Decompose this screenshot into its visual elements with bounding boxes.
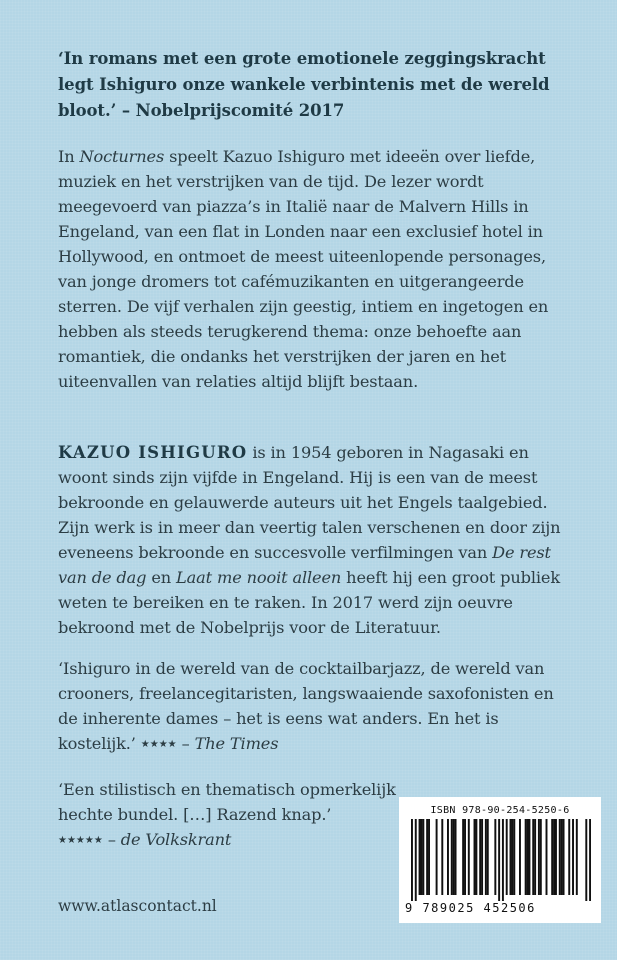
barcode-bar	[540, 819, 542, 895]
barcode-bar	[498, 819, 500, 901]
bio-part3: heeft hij een groot publiek weten te bereiken en te raken. In 2017 werd zijn oeuvre bekroond met de Nobelprijs voor de Literatuur.	[58, 568, 560, 637]
barcode-bar	[519, 819, 521, 895]
bio-part2: en	[146, 568, 177, 587]
barcode-bar	[428, 819, 430, 895]
review2-line2: hechte bundel. […] Razend knap.’	[58, 805, 332, 824]
barcode-bar	[436, 819, 438, 895]
barcode-bar	[455, 819, 457, 895]
barcode-bar	[487, 819, 489, 895]
isbn-barcode	[399, 797, 601, 923]
barcode-bar	[585, 819, 587, 901]
barcode-bar	[561, 819, 563, 895]
barcode-bar	[506, 819, 508, 895]
review1-source: The Times	[194, 734, 279, 753]
author-name: KAZUO ISHIGURO	[58, 443, 248, 462]
book-description	[58, 144, 563, 394]
review1-dash: –	[176, 734, 195, 753]
barcode-bar	[568, 819, 570, 895]
intro-text: speelt Kazuo Ishiguro met ideeën over liefde, muziek en het verstrijken van de tijd. De lezer wordt meegevoerd van piazza’s in Italië naar de Malvern Hills in Engeland, van een flat in Londen naar een exclusief hotel in Hollywood, en ontmoet de meest uiteenlopende personages, van jonge dromers tot cafémuzikanten en uitgerangeerde sterren. De vijf verhalen zijn geestig, intiem en ingetogen en hebben als steeds terugkerend thema: onze behoefte aan romantiek, die ondanks het verstrijken der jaren en het uiteenvallen van relaties altijd blijft bestaan.	[58, 147, 549, 391]
film-title-1: De rest van de dag	[58, 543, 551, 587]
barcode-bar	[426, 819, 428, 895]
barcode-bar	[453, 819, 455, 895]
barcode-bar	[447, 819, 449, 895]
review2-stars: ★★★★★	[58, 835, 103, 846]
barcode-bar	[468, 819, 470, 895]
barcode-bar	[474, 819, 476, 895]
barcode-bar	[411, 819, 413, 901]
barcode-bar	[451, 819, 453, 895]
isbn-label: ISBN 978-90-254-5250-6	[430, 805, 570, 816]
barcode-bar	[572, 819, 574, 895]
author-bio	[58, 440, 563, 640]
barcode-bar	[555, 819, 557, 895]
barcode-bar	[415, 819, 417, 901]
barcode-bar	[528, 819, 530, 895]
review2-source: de Volkskrant	[120, 830, 232, 849]
review1-text: ‘Ishiguro in de wereld van de cocktailbarjazz, de wereld van crooners, freelancegitaristen, langswaaiende saxofonisten en de inherente dames – het is eens wat anders. En het is kostelijk.’	[58, 659, 554, 753]
review2-dash: –	[102, 830, 121, 849]
barcode-bar	[513, 819, 515, 895]
barcode-bar	[502, 819, 504, 901]
barcode-bar	[563, 819, 565, 895]
barcode-bar	[589, 819, 591, 901]
review-the-times	[58, 656, 578, 757]
barcode-bar	[525, 819, 527, 895]
barcode-bar	[481, 819, 483, 895]
barcode-bar	[551, 819, 553, 895]
barcode-bar	[422, 819, 424, 895]
barcode-bar	[510, 819, 512, 895]
nobel-quote: ‘In romans met een grote emotionele zeggingskracht legt Ishiguro onze wankele verbintenis met de wereld bloot.’ – Nobelprijscomité 2017	[58, 49, 550, 120]
barcode-digits: 9 789025 452506	[405, 901, 536, 915]
barcode-bar	[576, 819, 578, 895]
barcode-bar	[553, 819, 555, 895]
barcode-bar	[420, 819, 422, 895]
publisher-website[interactable]: www.atlascontact.nl	[58, 897, 217, 915]
barcode-bar	[538, 819, 540, 895]
barcode-bar	[527, 819, 529, 895]
barcode-bar	[462, 819, 464, 895]
barcode-bar	[534, 819, 536, 895]
bio-part1: is in 1954 geboren in Nagasaki en woont sinds zijn vijfde in Engeland. Hij is een van de meest bekroonde en gelauwerde auteurs uit het Engels taalgebied. Zijn werk is in meer dan veertig talen verschenen en door zijn eveneens bekroonde en succesvolle verfilmingen van	[58, 443, 561, 562]
barcode-bar	[546, 819, 548, 895]
barcode-bar	[464, 819, 466, 895]
book-title: Nocturnes	[79, 147, 165, 166]
barcode-bar	[494, 819, 496, 895]
barcode-bar	[419, 819, 421, 895]
barcode-bar	[475, 819, 477, 895]
barcode-bar	[511, 819, 513, 895]
barcode-bar	[559, 819, 561, 895]
barcode-bar	[479, 819, 481, 895]
barcode-bar	[441, 819, 443, 895]
barcode-bar	[485, 819, 487, 895]
review1-stars: ★★★★	[140, 739, 177, 750]
review2-line1: ‘Een stilistisch en thematisch opmerkelijk	[58, 780, 396, 799]
film-title-2: Laat me nooit alleen	[176, 568, 342, 587]
barcode-bar	[532, 819, 534, 895]
barcode-bars	[411, 819, 591, 901]
intro-pre: In	[58, 147, 80, 166]
